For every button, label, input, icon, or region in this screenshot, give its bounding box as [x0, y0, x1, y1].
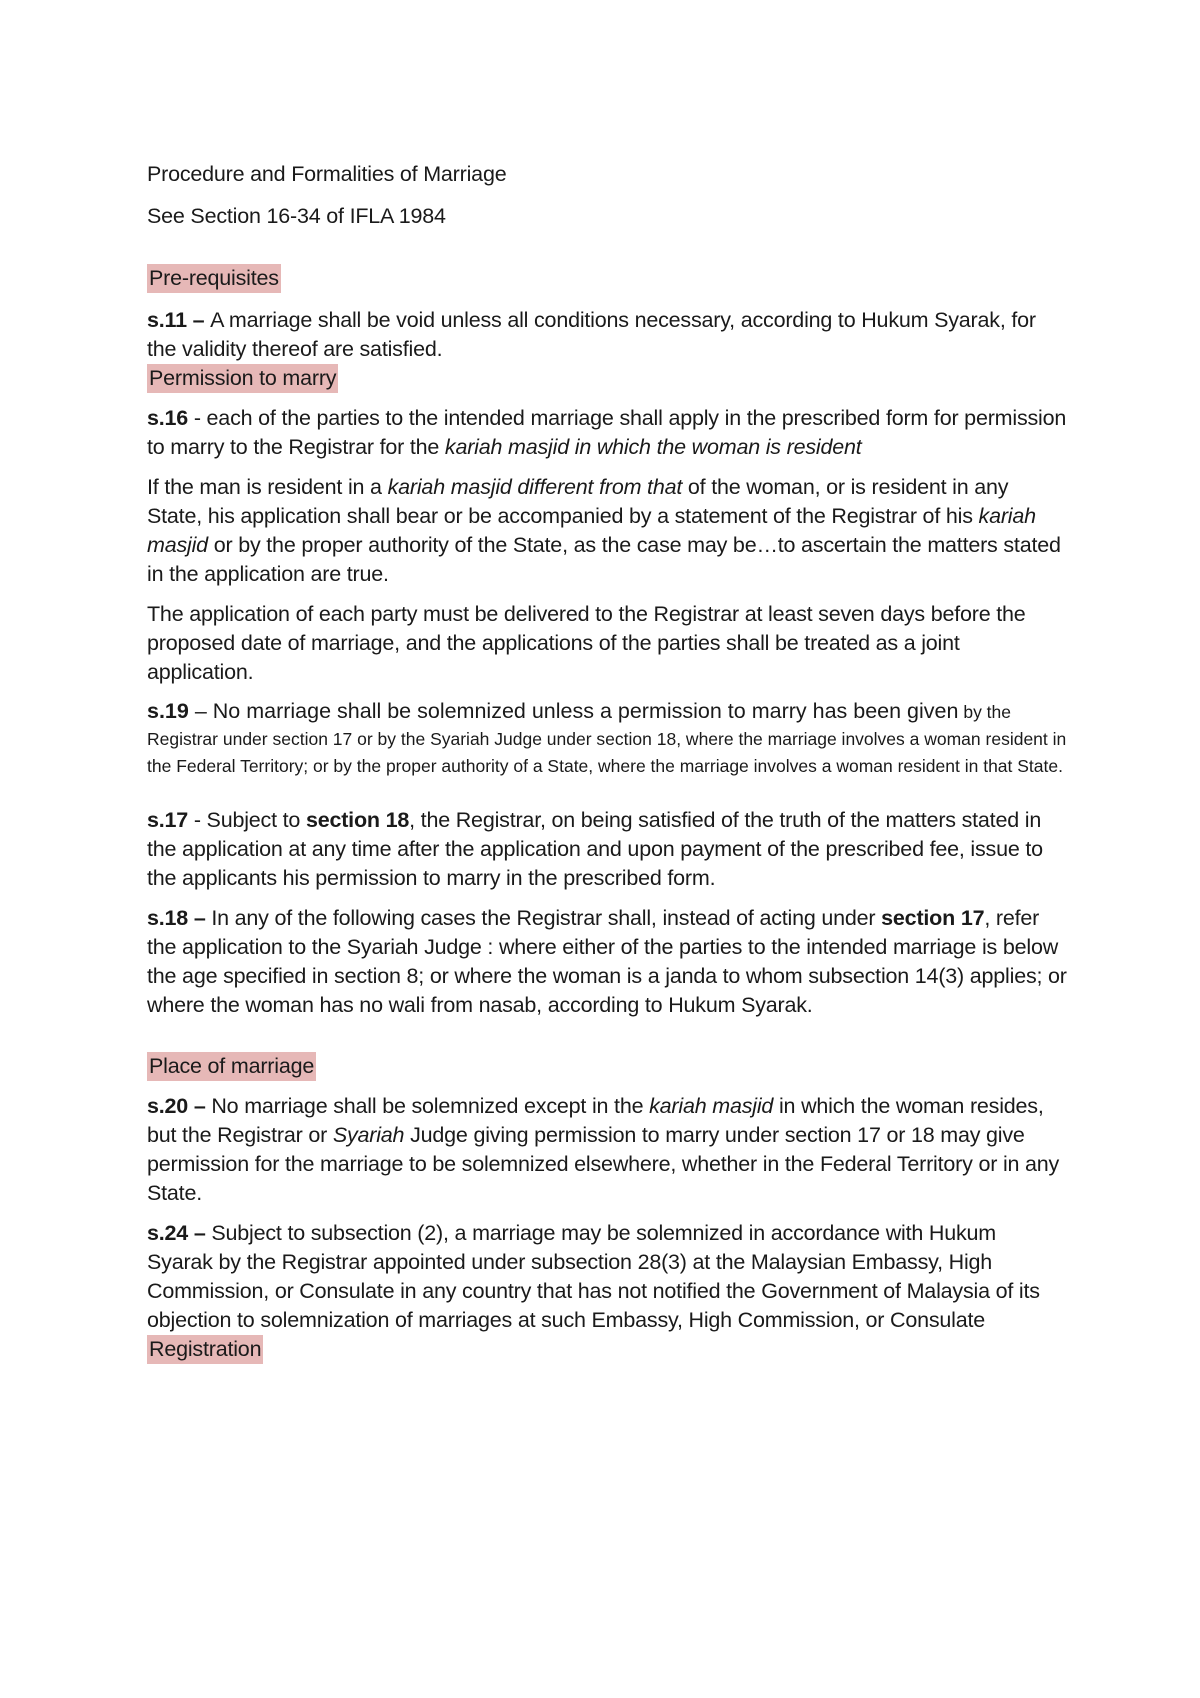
section-17-number: s.17 [147, 808, 189, 832]
section-19 [147, 698, 1067, 780]
section-18-number: s.18 – [147, 906, 212, 930]
section-20-text-3: Judge giving permission to marry under section 17 or 18 may give permission for the marriage to be solemnized elsewhere, whether in the Federal Territory or in any State. [147, 1123, 1060, 1205]
heading-place [147, 1052, 1067, 1081]
resident-text-1: If the man is resident in a [147, 475, 388, 499]
section-18-ref: section 17 [881, 906, 985, 930]
resident-text-2: of the woman, or is resident in any State, his application shall bear or be accompanied by a statement of the Registrar of his [147, 475, 1009, 528]
section-16-italic: kariah masjid in which the woman is resident [444, 435, 862, 459]
section-11 [147, 306, 1067, 364]
section-16 [147, 404, 1067, 462]
highlight-place: Place of marriage [147, 1052, 316, 1081]
doc-subtitle: See Section 16-34 of IFLA 1984 [147, 204, 446, 228]
section-11-number: s.11 – [147, 308, 211, 332]
section-16-number: s.16 [147, 406, 189, 430]
heading-registration [147, 1335, 1067, 1364]
section-24-number: s.24 – [147, 1221, 212, 1245]
section-20-text-1: No marriage shall be solemnized except in the [211, 1094, 650, 1118]
section-17-ref: section 18 [305, 808, 410, 832]
document-page [147, 160, 1067, 1364]
highlight-prerequisites: Pre-requisites [147, 264, 281, 293]
section-24 [147, 1219, 1067, 1335]
doc-title: Procedure and Formalities of Marriage [147, 162, 507, 186]
section-19-lead: – No marriage shall be solemnized unless a permission to marry has been given [188, 699, 959, 723]
section-20-italic-1: kariah masjid [649, 1094, 774, 1118]
highlight-permission: Permission to marry [147, 364, 338, 393]
section-18-text-2: , refer the application to the Syariah Judge : where either of the parties to the intended marriage is below the age specified in section 8; or where the woman is a janda to whom subsection 14(3) applies; or where the woman has no wali from nasab, according to Hukum Syarak. [147, 906, 1067, 1017]
section-24-text: Subject to subsection (2), a marriage may be solemnized in accordance with Hukum Syarak by the Registrar appointed under subsection 28(3) at the Malaysian Embassy, High Commission, or Consulate in any country that has not notified the Government of Malaysia of its objection to solemnization of marriages at such Embassy, High Commission, or Consulate [147, 1221, 1040, 1332]
heading-permission [147, 364, 1067, 393]
resident-italic-1: kariah masjid different from that [387, 475, 683, 499]
section-16-text: - each of the parties to the intended marriage shall apply in the prescribed form for permission to marry to the Registrar for the [147, 406, 1067, 459]
section-18-text-1: In any of the following cases the Registrar shall, instead of acting under [211, 906, 882, 930]
section-17-text-2: , the Registrar, on being satisfied of the truth of the matters stated in the application at any time after the application and upon payment of the prescribed fee, issue to the applicants his permission to marry in the prescribed form. [147, 808, 1043, 890]
resident-italic-2: kariah masjid [147, 504, 1036, 557]
section-20-text-2: in which the woman resides, but the Registrar or [147, 1094, 1044, 1147]
section-17 [147, 806, 1067, 893]
section-20-italic-2: Syariah [332, 1123, 405, 1147]
delivery-paragraph: The application of each party must be delivered to the Registrar at least seven days before the proposed date of marriage, and the applications of the parties shall be treated as a joint application. [147, 602, 1026, 684]
heading-prerequisites [147, 264, 1067, 293]
section-20 [147, 1092, 1067, 1208]
section-19-number: s.19 [147, 699, 189, 723]
resident-text-3: or by the proper authority of the State, as the case may be…to ascertain the matters stated in the application are true. [147, 533, 1061, 586]
section-19-text: by the Registrar under section 17 or by the Syariah Judge under section 18, where the marriage involves a woman resident in the Federal Territory; or by the proper authority of a State, where the marriage involves a woman resident in that State. [147, 702, 1067, 776]
section-18 [147, 904, 1067, 1020]
highlight-registration: Registration [147, 1335, 263, 1364]
section-11-text: A marriage shall be void unless all conditions necessary, according to Hukum Syarak, for the validity thereof are satisfied. [147, 308, 1036, 361]
section-17-text-1: - Subject to [188, 808, 306, 832]
resident-paragraph [147, 473, 1067, 589]
section-20-number: s.20 – [147, 1094, 212, 1118]
